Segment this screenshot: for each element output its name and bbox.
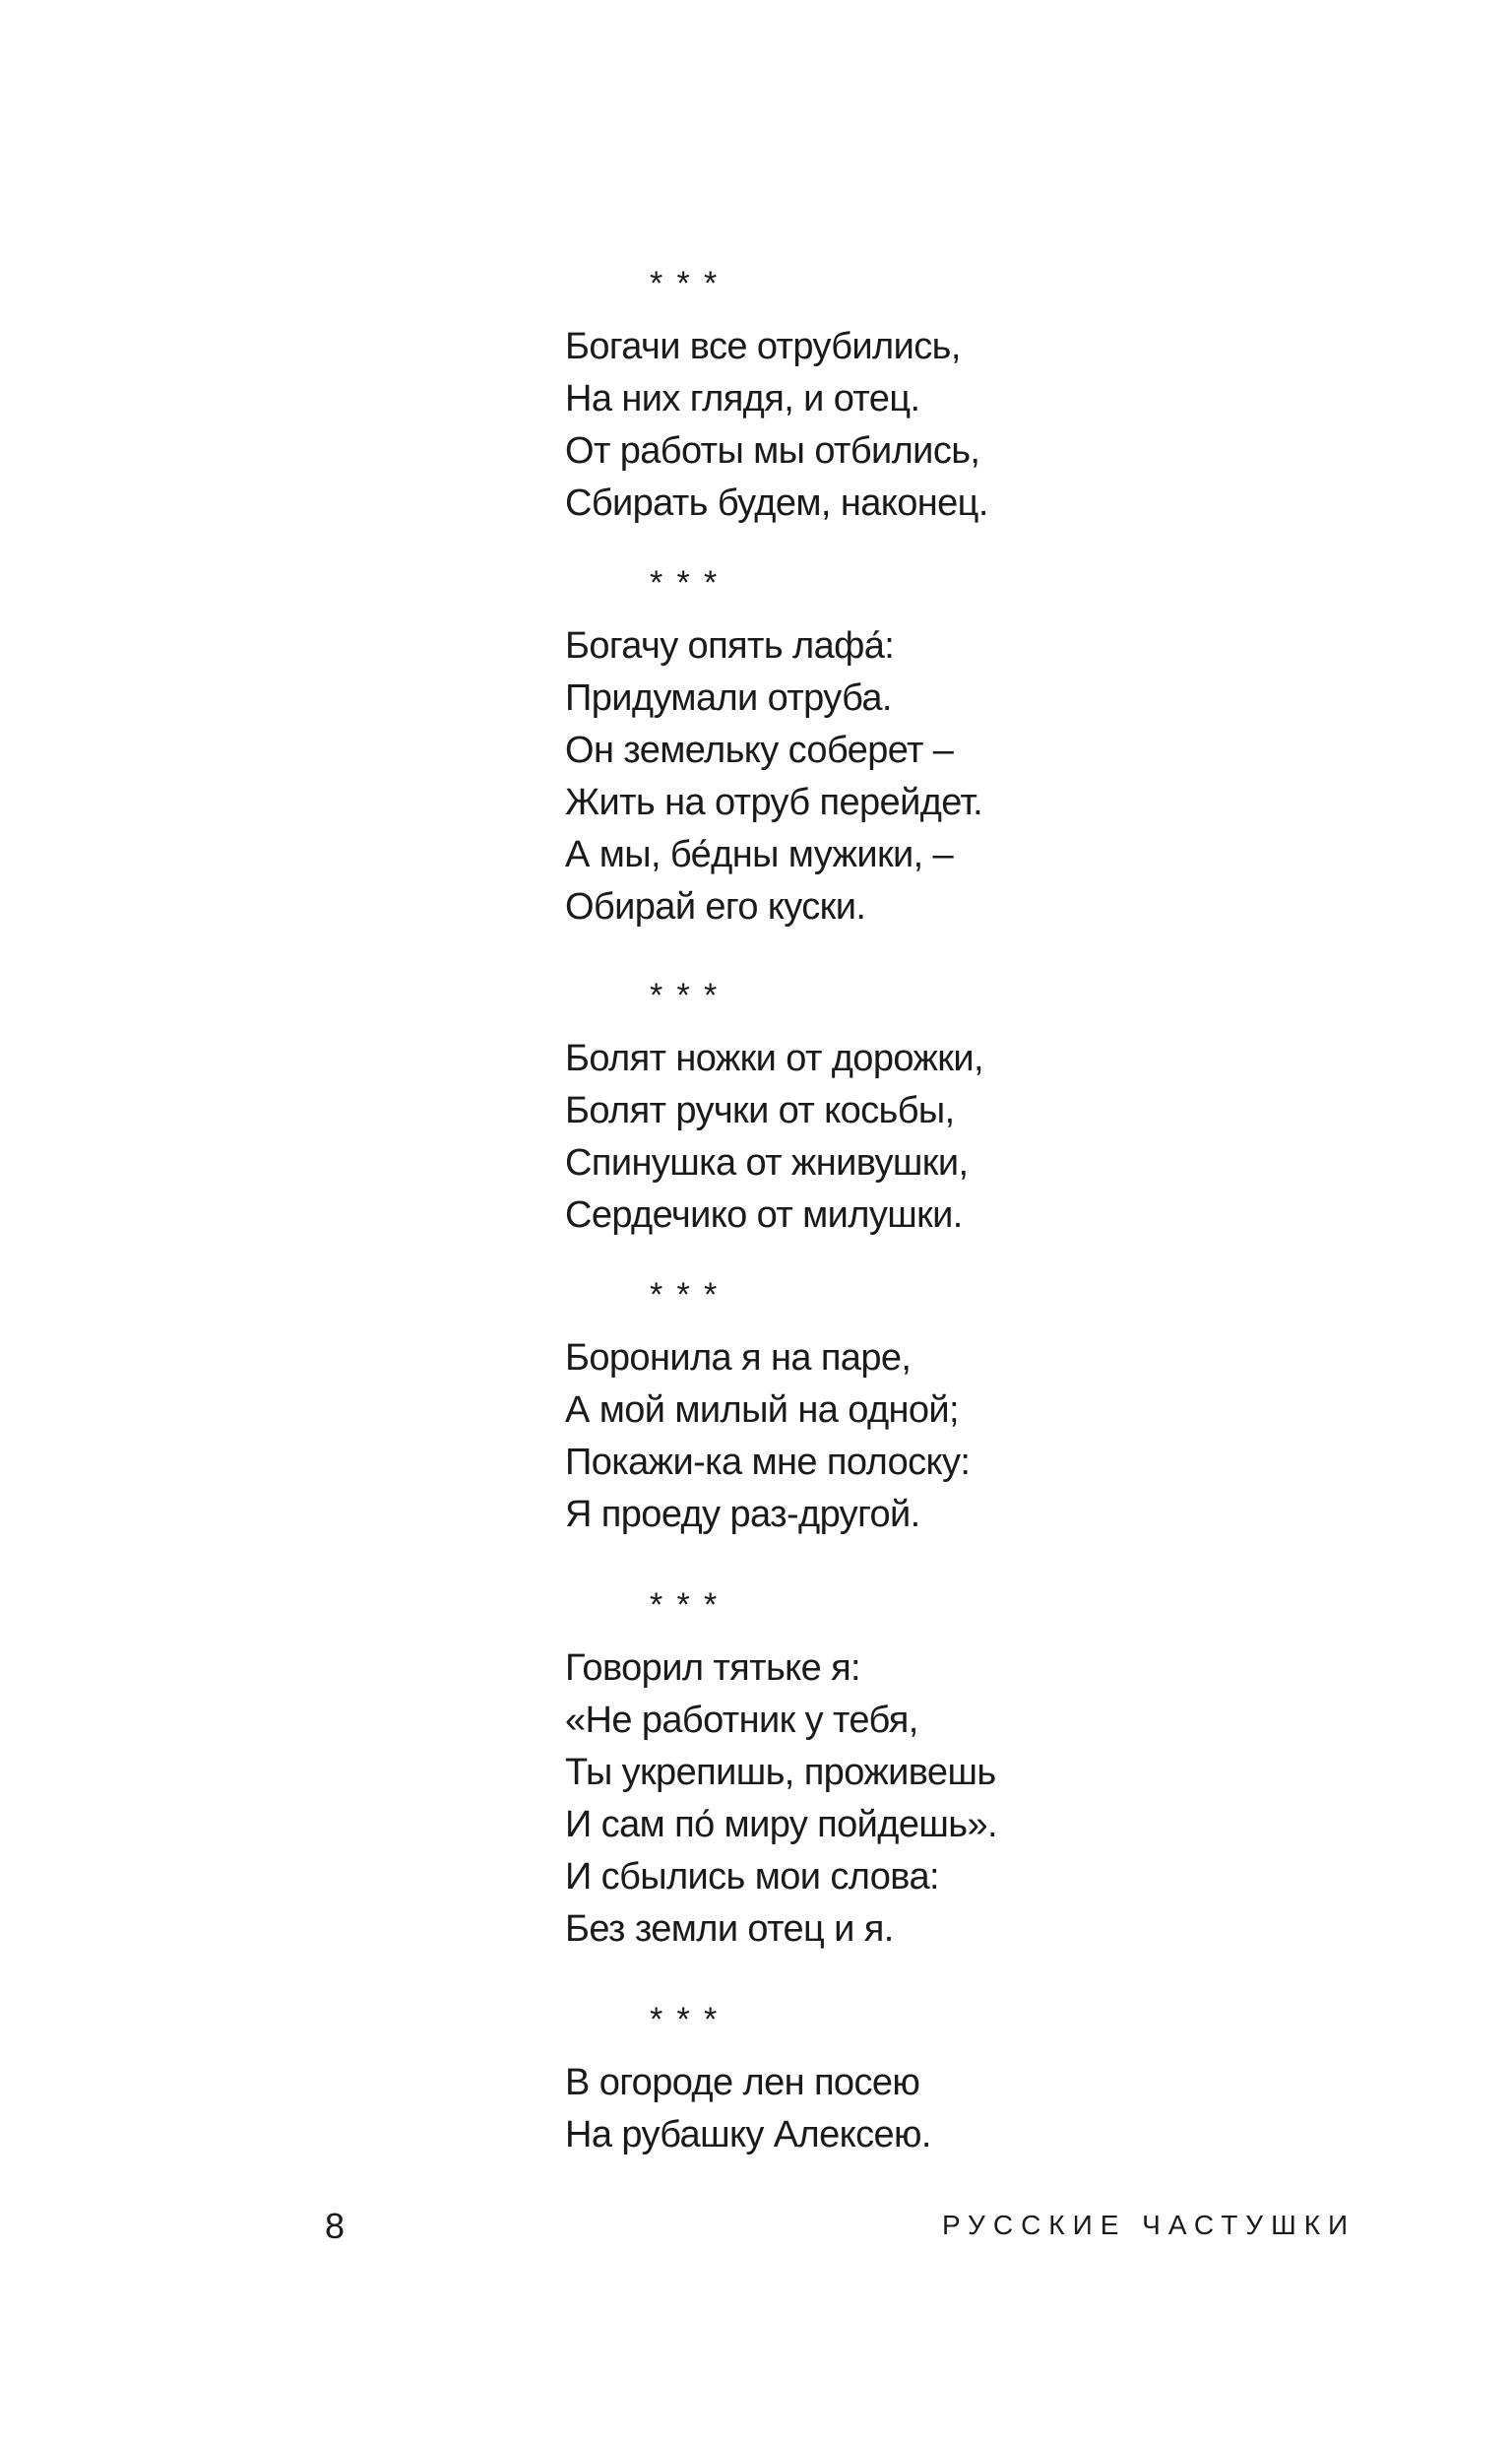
verse-line: Он земельку соберет – <box>565 730 954 771</box>
verse-line: И сбылись мои слова: <box>565 1856 939 1897</box>
stanza <box>565 970 983 1242</box>
verse-line: Обирай его куски. <box>565 886 866 928</box>
stanza <box>565 1994 931 2161</box>
verse-line: Богачи все отрубились, <box>565 326 961 367</box>
verse-line: А мы, бе́дны мужики, – <box>565 834 954 875</box>
verse-line: На них глядя, и отец. <box>565 378 920 419</box>
stanza-separator: * * * <box>650 1586 717 1624</box>
verse-line: Сердечико от милушки. <box>565 1194 963 1236</box>
stanza-separator: * * * <box>650 977 717 1014</box>
verse-line: Сбирать будем, наконец. <box>565 482 988 524</box>
verse-line: А мой милый на одной; <box>565 1389 960 1431</box>
verse-line: На рубашку Алексею. <box>565 2114 931 2155</box>
stanza-separator: * * * <box>650 2001 717 2038</box>
stanza <box>565 258 988 530</box>
stanza-separator: * * * <box>650 564 717 602</box>
verse-line: Богачу опять лафа́: <box>565 625 895 667</box>
verse-line: Без земли отец и я. <box>565 1908 894 1950</box>
verse-line: Жить на отруб перейдет. <box>565 782 983 823</box>
stanza <box>565 1579 997 1956</box>
verse-line: Болят ручки от косьбы, <box>565 1090 955 1131</box>
verse-line: «Не работник у тебя, <box>565 1700 918 1741</box>
verse-line: От работы мы отбились, <box>565 430 980 472</box>
verse-line: В огороде лен посею <box>565 2062 920 2103</box>
verse-line: Покажи-ка мне полоску: <box>565 1442 971 1483</box>
verse-line: Я проеду раз-другой. <box>565 1494 920 1535</box>
stanza <box>565 557 982 933</box>
verse-line: Спинушка от жнивушки, <box>565 1142 969 1184</box>
stanza <box>565 1269 970 1541</box>
page-number: 8 <box>325 2206 346 2246</box>
verse-line: Ты укрепишь, проживешь <box>565 1752 996 1793</box>
running-title: РУССКИЕ ЧАСТУШКИ <box>942 2210 1356 2240</box>
verse-line: И сам по́ миру пойдешь». <box>565 1804 997 1845</box>
verse-line: Говорил тятьке я: <box>565 1647 861 1689</box>
verse-line: Боронила я на паре, <box>565 1337 912 1379</box>
stanza-separator: * * * <box>650 1276 717 1314</box>
stanza-separator: * * * <box>650 265 717 302</box>
verse-line: Болят ножки от дорожки, <box>565 1038 983 1079</box>
verse-line: Придумали отруба. <box>565 677 892 719</box>
